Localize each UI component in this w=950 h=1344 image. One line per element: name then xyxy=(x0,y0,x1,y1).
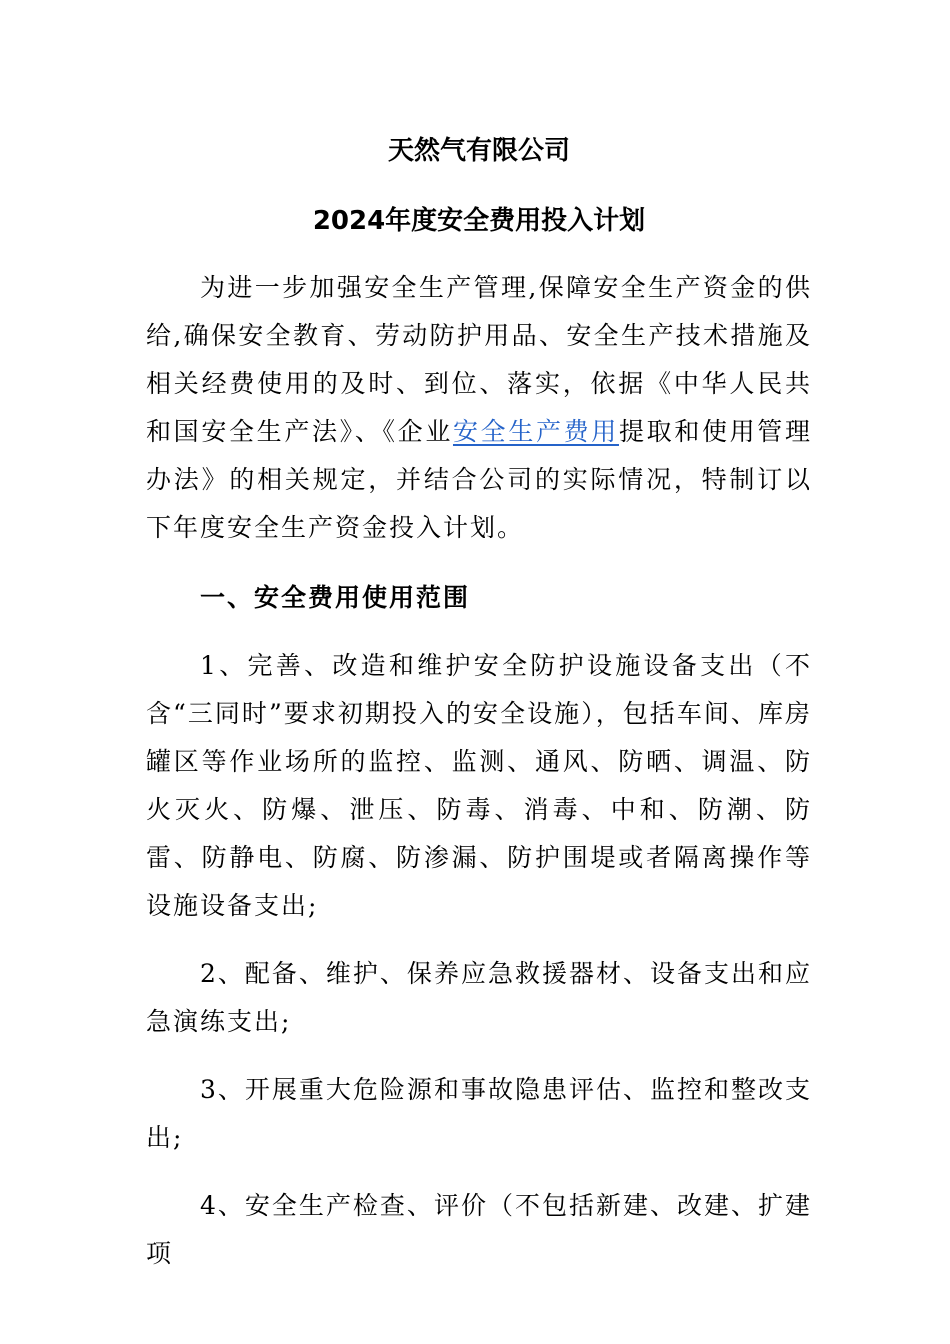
plan-title: 2024年度安全费用投入计划 xyxy=(312,206,646,236)
list-item-3: 3、开展重大危险源和事故隐患评估、监控和整改支出; xyxy=(146,1075,812,1152)
document-body xyxy=(146,126,812,1278)
intro-text-before-link: 为进一步加强安全生产管理,保障安全生产资金的供给,确保安全教育、劳动防护用品、安全生产技术措施及相关经费使用的及时、到位、落实，依据《中华人民共和国安全生产法》、《企业 xyxy=(146,273,812,446)
company-title: 天然气有限公司 xyxy=(387,136,570,166)
list-item-1: 1、完善、改造和维护安全防护设施设备支出（不含“三同时”要求初期投入的安全设施），包括车间、库房罐区等作业场所的监控、监测、通风、防晒、调温、防火灭火、防爆、泄压、防毒、消毒、中和、防潮、防雷、防静电、防腐、防渗漏、防护围堤或者隔离操作等设施设备支出; xyxy=(146,651,812,920)
list-item-4: 4、安全生产检查、评价（不包括新建、改建、扩建项 xyxy=(146,1191,812,1268)
intro-text-after-link: 提取和使用管理办法》的相关规定，并结合公司的实际情况，特制订以下年度安全生产资金投入计划。 xyxy=(146,417,812,542)
section-heading-scope: 一、安全费用使用范围 xyxy=(200,583,471,612)
intro-paragraph xyxy=(146,264,812,552)
safety-cost-link[interactable]: 安全生产费用 xyxy=(452,417,619,446)
list-item-2: 2、配备、维护、保养应急救援器材、设备支出和应急演练支出; xyxy=(146,959,812,1036)
